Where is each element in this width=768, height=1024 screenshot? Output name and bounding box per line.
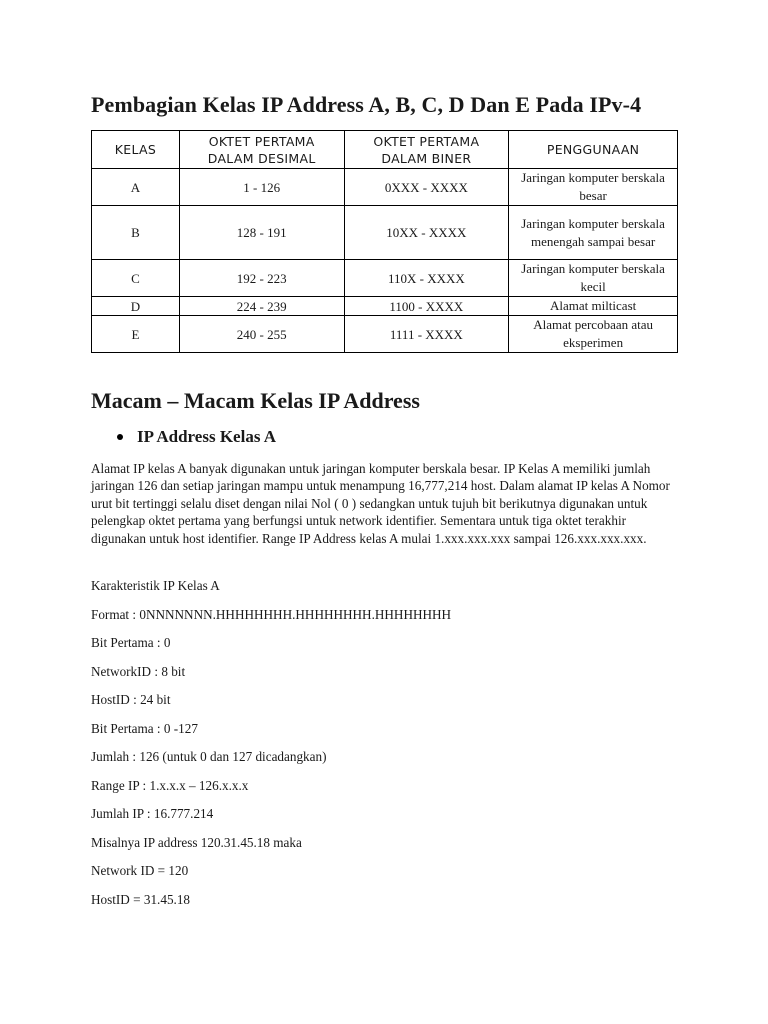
list-item: HostID = 31.45.18 [91,891,191,907]
list-item: Range IP : 1.x.x.x – 126.x.x.x [91,777,249,793]
list-item: Network ID = 120 [91,863,189,878]
list-item: Bit Pertama : 0 -127 [91,720,198,736]
cell-penggunaan: Jaringan komputer berskala kecil [509,260,678,297]
cell-kelas: E [92,316,180,353]
cell-penggunaan: Jaringan komputer berskala menengah sampai besar [509,206,678,260]
subsection-heading [113,427,276,447]
cell-desimal: 1 - 126 [179,169,344,206]
table-row [92,316,678,353]
cell-biner: 1111 - XXXX [344,316,509,353]
cell-desimal: 192 - 223 [179,260,344,297]
cell-penggunaan: Alamat milticast [509,297,678,316]
cell-biner: 110X - XXXX [344,260,509,297]
cell-desimal: 128 - 191 [179,206,344,260]
cell-kelas: A [92,169,180,206]
table-header-desimal: OKTET PERTAMA DALAM DESIMAL [179,131,344,169]
list-item: Misalnya IP address 120.31.45.18 maka [91,834,302,850]
document-title: Pembagian Kelas IP Address A, B, C, D Dan E Pada IPv-4 [91,92,642,117]
cell-desimal: 224 - 239 [179,297,344,316]
characteristics-list [91,577,681,919]
table-row [92,260,678,297]
table-row [92,206,678,260]
list-item: Karakteristik IP Kelas A [91,578,220,593]
cell-kelas: B [92,206,180,260]
section-title: Macam – Macam Kelas IP Address [91,388,420,413]
table-row [92,297,678,316]
subsection-heading-text: IP Address Kelas A [137,427,277,446]
cell-kelas: D [92,297,180,316]
list-item: HostID : 24 bit [91,692,171,707]
body-paragraph: Alamat IP kelas A banyak digunakan untuk jaringan komputer berskala besar. IP Kelas A memiliki jumlah jaringan 126 dan setiap jaringan mampu untuk menampung 16,777,214 host. Dalam alamat IP kelas A Nomor urut bit tertinggi selalu diset dengan nilai Nol ( 0 ) sedangkan untuk tujuh bit berikutnya digunakan untuk pelengkap oktet pertama yang berfungsi untuk network identifier. Sementara untuk tiga oktet terakhir digunakan untuk host identifier. Range IP Address kelas A mulai 1.xxx.xxx.xxx sampai 126.xxx.xxx.xxx. [91,461,670,546]
table-header-row [92,131,678,169]
cell-penggunaan: Alamat percobaan atau eksperimen [509,316,678,353]
table-header-penggunaan: PENGGUNAAN [509,131,678,169]
cell-kelas: C [92,260,180,297]
list-item: Jumlah : 126 (untuk 0 dan 127 dicadangkan) [91,749,327,764]
cell-penggunaan: Jaringan komputer berskala besar [509,169,678,206]
cell-biner: 1100 - XXXX [344,297,509,316]
list-item: NetworkID : 8 bit [91,663,186,679]
cell-biner: 10XX - XXXX [344,206,509,260]
table-row [92,169,678,206]
list-item: Format : 0NNNNNNN.HHHHHHHH.HHHHHHHH.HHHHHHHH [91,606,452,622]
cell-biner: 0XXX - XXXX [344,169,509,206]
ip-class-table [91,130,678,353]
list-item: Bit Pertama : 0 [91,635,171,650]
table-header-kelas: KELAS [92,131,180,169]
table-header-biner: OKTET PERTAMA DALAM BINER [344,131,509,169]
list-item: Jumlah IP : 16.777.214 [91,806,214,821]
cell-desimal: 240 - 255 [179,316,344,353]
